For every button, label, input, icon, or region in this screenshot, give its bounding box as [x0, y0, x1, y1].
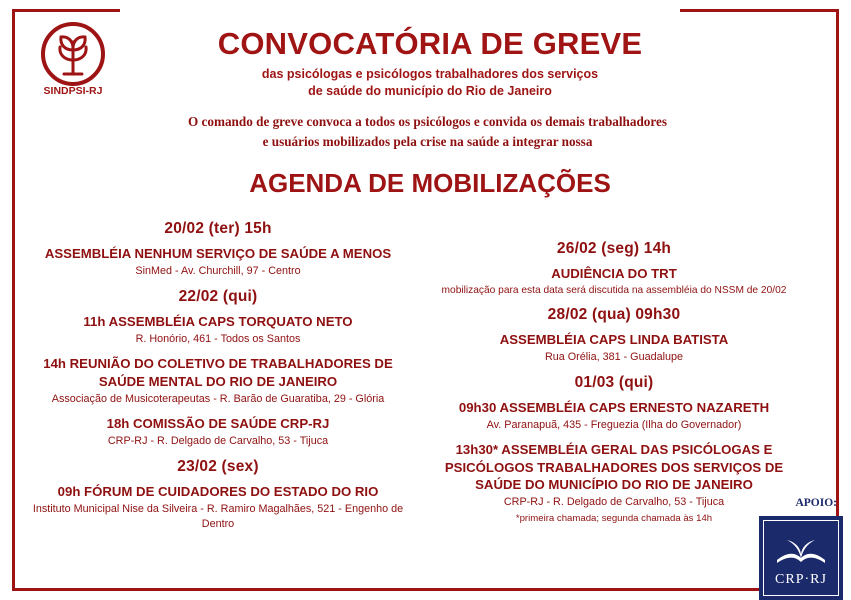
agenda-entry [24, 458, 412, 531]
crp-book-icon [773, 534, 829, 568]
agenda-entry [24, 220, 412, 279]
entry-place: SinMed - Av. Churchill, 97 - Centro [135, 265, 301, 278]
callout-line-2: e usuários mobilizados pela crise na saúde a integrar nossa [262, 133, 593, 149]
entry-date: 01/03 (qui) [574, 373, 654, 391]
entry-place: Associação de Musicoterapeutas - R. Barão de Guaratiba, 29 - Glória [51, 392, 385, 405]
support-label: APOIO: [795, 497, 837, 509]
agenda-column-left [24, 212, 412, 540]
entry-place: Instituto Municipal Nise da Silveira - R. Ramiro Magalhães, 521 - Engenho de Dentro [32, 503, 404, 530]
entry-event: 09h FÓRUM DE CUIDADORES DO ESTADO DO RIO [57, 484, 379, 500]
agenda-entry [420, 240, 808, 298]
entry-note: mobilização para esta data será discutida na assembléia do NSSM de 20/02 [441, 285, 787, 297]
entry-event: AUDIÊNCIA DO TRT [551, 266, 677, 281]
entry-event: ASSEMBLÉIA CAPS LINDA BATISTA [499, 331, 729, 347]
entry-event: 13h30* ASSEMBLÉIA GERAL DAS PSICÓLOGAS E PSICÓLOGOS TRABALHADORES DOS SERVIÇOS DE SAÚDE DO MUNICÍPIO DO RIO DE JANEIRO [444, 442, 784, 492]
entry-date: 23/02 (sex) [177, 458, 259, 476]
entry-date: 22/02 (qui) [178, 287, 258, 305]
agenda-entry [420, 306, 808, 365]
agenda-heading: AGENDA DE MOBILIZAÇÕES [249, 168, 611, 198]
callout-text [40, 112, 815, 152]
entry-date: 28/02 (qua) 09h30 [547, 305, 681, 323]
entry-place: CRP-RJ - R. Delgado de Carvalho, 53 - Tijuca [503, 495, 725, 508]
entry-date: 26/02 (seg) 14h [556, 240, 672, 257]
subtitle-line-1: das psicólogas e psicólogos trabalhadores dos serviços [261, 67, 599, 81]
agenda-entry [24, 288, 412, 449]
entry-place: Av. Paranapuã, 435 - Freguezia (Ilha do Governador) [486, 418, 742, 431]
entry-event: 18h COMISSÃO DE SAÚDE CRP-RJ [106, 416, 330, 432]
agenda-entry [420, 374, 808, 526]
entry-footnote: *primeira chamada; segunda chamada às 14h [515, 513, 713, 525]
page-title: CONVOCATÓRIA DE GREVE [217, 26, 643, 61]
logo-wordmark: SINDPSI-RJ [43, 85, 103, 97]
crp-rj-logo [759, 516, 843, 600]
entry-event: 14h REUNIÃO DO COLETIVO DE TRABALHADORES DE SAÚDE MENTAL DO RIO DE JANEIRO [43, 356, 393, 389]
entry-place: CRP-RJ - R. Delgado de Carvalho, 53 - Tijuca [107, 435, 329, 448]
entry-event: ASSEMBLÉIA NENHUM SERVIÇO DE SAÚDE A MENOS [44, 246, 392, 261]
entry-place: R. Honório, 461 - Todos os Santos [135, 332, 301, 345]
entry-place: Rua Orélia, 381 - Guadalupe [544, 351, 684, 364]
page-subtitle [150, 66, 710, 100]
subtitle-line-2: de saúde do município do Rio de Janeiro [308, 83, 552, 98]
agenda-column-right [420, 232, 808, 530]
entry-date: 20/02 (ter) 15h [164, 220, 272, 237]
entry-event: 09h30 ASSEMBLÉIA CAPS ERNESTO NAZARETH [458, 399, 770, 415]
callout-line-1: O comando de greve convoca a todos os psicólogos e convida os demais trabalhadores [187, 114, 668, 129]
entry-event: 11h ASSEMBLÉIA CAPS TORQUATO NETO [83, 313, 353, 329]
crp-logo-text: CRP·RJ [775, 572, 827, 587]
sindpsi-logo [28, 20, 124, 98]
